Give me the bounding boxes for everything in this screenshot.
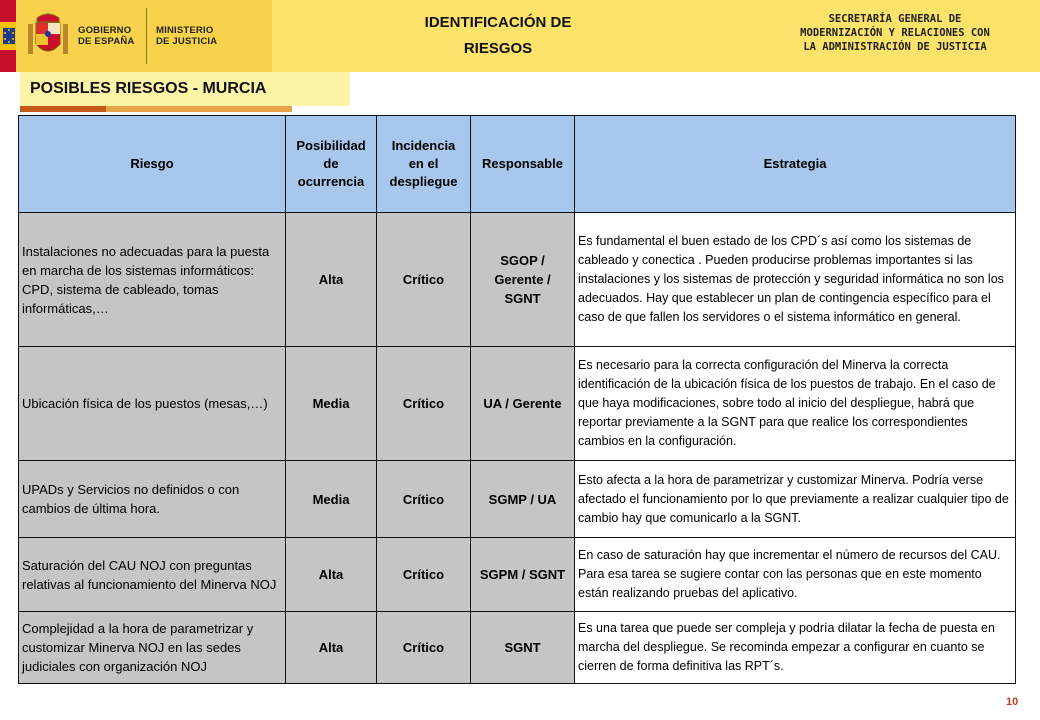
cell-estrategia: Es necesario para la correcta configuración del Minerva la correcta identificación de la ubicación física de los puestos de trabajo. En el caso de que haya modificaciones, sobre todo al inicio del despliegue, habrá que reportar previamente a la SGNT para que realice los correspondientes cambios en la configuración. [575,347,1016,461]
cell-responsable: SGNT [471,612,575,684]
cell-incidencia: Crítico [377,461,471,538]
secretaria-line1: SECRETARÍA GENERAL DE [828,13,962,25]
logo-divider [146,8,147,64]
cell-riesgo: Complejidad a la hora de parametrizar y customizar Minerva NOJ en las sedes judiciales con organización NOJ [19,612,286,684]
accent-bar-dark [20,106,106,112]
cell-riesgo: Instalaciones no adecuadas para la puesta en marcha de los sistemas informáticos: CPD, sistema de cableado, tomas informáticas,… [19,213,286,347]
cell-posibilidad: Media [286,347,377,461]
secretaria-line2: MODERNIZACIÓN Y RELACIONES CON [800,27,990,39]
header-estrategia: Estrategia [575,116,1016,213]
cell-estrategia: Es una tarea que puede ser compleja y podría dilatar la fecha de puesta en marcha del despliegue. Se recominda empezar a configurar en cuanto se cierren de forma definitiva las RPT´s. [575,612,1016,684]
header-riesgo: Riesgo [19,116,286,213]
cell-responsable: UA / Gerente [471,347,575,461]
cell-incidencia: Crítico [377,213,471,347]
cell-responsable: SGOP / Gerente / SGNT [471,213,575,347]
cell-riesgo: Saturación del CAU NOJ con preguntas relativas al funcionamiento del Minerva NOJ [19,538,286,612]
table-row [19,213,1016,347]
header-responsable: Responsable [471,116,575,213]
page-number: 10 [1006,696,1019,708]
cell-incidencia: Crítico [377,612,471,684]
eu-flag-icon [3,28,15,44]
table-row [19,347,1016,461]
cell-riesgo: Ubicación física de los puestos (mesas,…) [19,347,286,461]
page-title-line2: RIESGOS [463,40,533,57]
risk-table-wrap [18,115,1015,684]
cell-riesgo: UPADs y Servicios no definidos o con cambios de última hora. [19,461,286,538]
secretaria-line3: LA ADMINISTRACIÓN DE JUSTICIA [803,41,987,53]
table-row [19,612,1016,684]
table-row [19,461,1016,538]
cell-estrategia: Es fundamental el buen estado de los CPD´s así como los sistemas de cableado y conectica . Pueden producirse problemas importantes si las instalaciones y los sistemas de protección y seguridad informática no son los adecuados. Hay que establecer un plan de contingencia específico para el caso de que fallen los servidores o el sistema informático en general. [575,213,1016,347]
secretaria-label [760,12,1030,54]
risk-table [18,115,1016,684]
cell-posibilidad: Alta [286,538,377,612]
page-title [380,10,616,62]
section-title: POSIBLES RIESGOS - MURCIA [30,80,267,97]
cell-responsable: SGMP / UA [471,461,575,538]
government-label: GOBIERNO DE ESPAÑA [78,25,135,47]
cell-estrategia: En caso de saturación hay que incrementar el número de recursos del CAU. Para esa tarea se sugiere contar con las personas que en este momento están realizando pruebas del aplicativo. [575,538,1016,612]
coat-of-arms-icon [26,10,70,60]
table-row [19,538,1016,612]
cell-incidencia: Crítico [377,538,471,612]
cell-incidencia: Crítico [377,347,471,461]
page-title-line1: IDENTIFICACIÓN DE [424,14,572,31]
cell-estrategia: Esto afecta a la hora de parametrizar y customizar Minerva. Podría verse afectado el funcionamiento por lo que previamente a realizar cualquier tipo de cambio hay que comunicarlo a la SGNT. [575,461,1016,538]
header-incidencia: Incidencia en el despliegue [377,116,471,213]
ministry-label: MINISTERIO DE JUSTICIA [156,25,218,47]
cell-responsable: SGPM / SGNT [471,538,575,612]
table-header-row [19,116,1016,213]
header-posibilidad: Posibilidad de ocurrencia [286,116,377,213]
cell-posibilidad: Alta [286,213,377,347]
cell-posibilidad: Alta [286,612,377,684]
cell-posibilidad: Media [286,461,377,538]
